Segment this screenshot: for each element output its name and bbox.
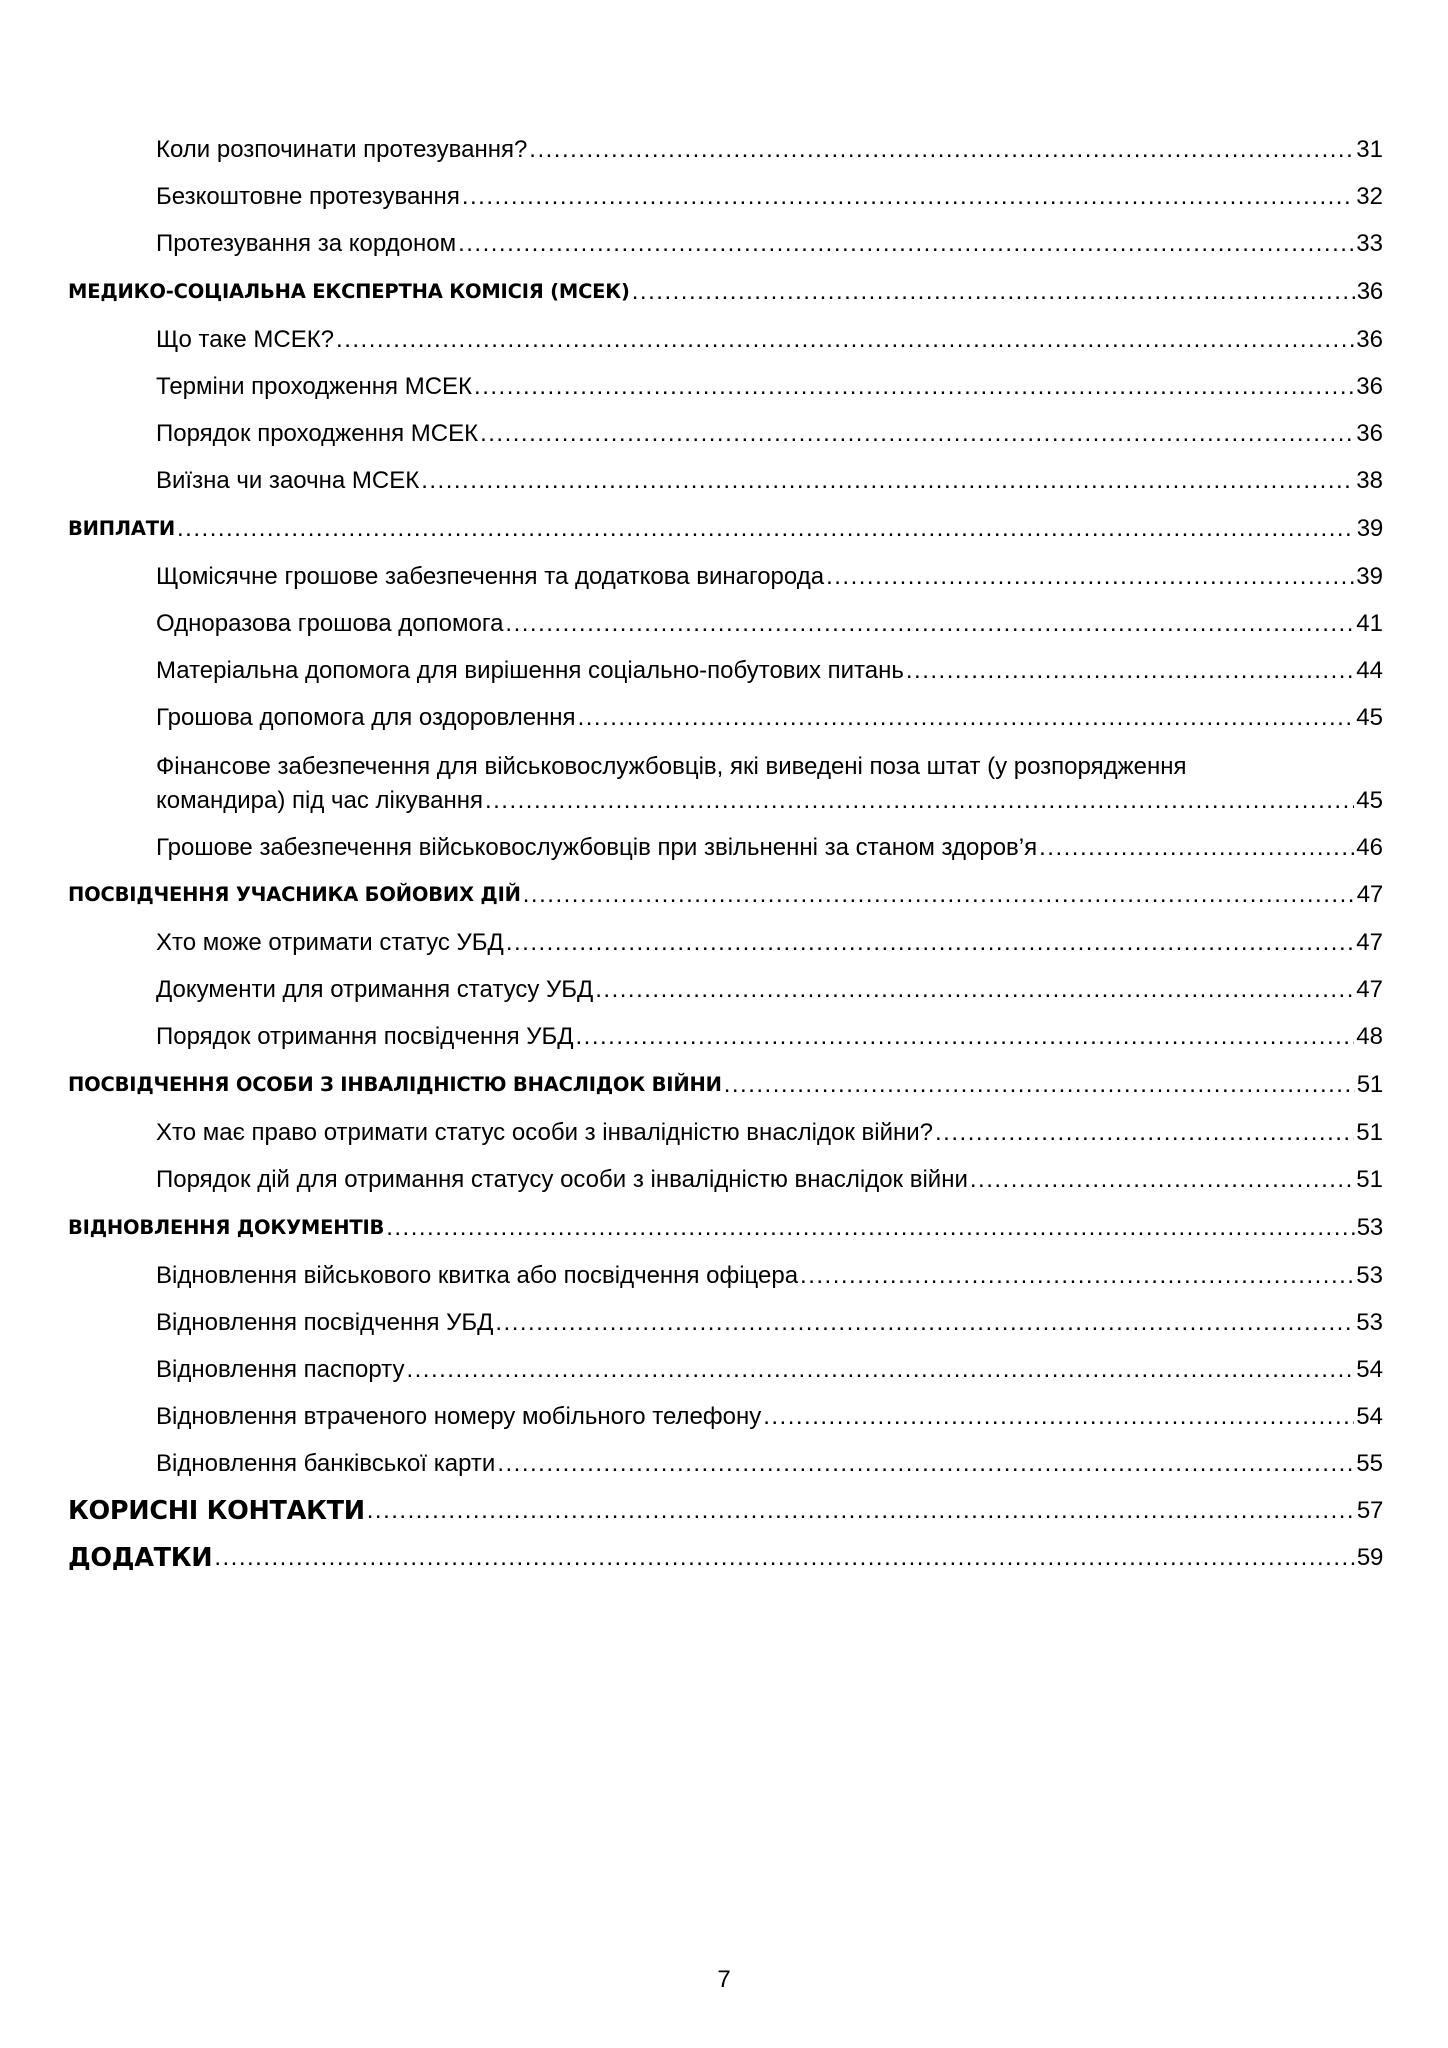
toc-entry-page: 54	[1356, 1356, 1383, 1383]
toc-leader-dots	[826, 561, 1354, 593]
toc-entry[interactable]	[68, 1260, 1383, 1292]
toc-entry[interactable]	[68, 371, 1383, 403]
toc-entry-title: Що таке МСЕК?	[156, 326, 335, 353]
toc-leader-dots	[497, 1448, 1354, 1480]
toc-leader-dots	[970, 1164, 1354, 1196]
toc-section-entry[interactable]	[68, 277, 1383, 307]
toc-entry-title: Порядок отримання посвідчення УБД	[156, 1023, 574, 1050]
toc-entry[interactable]	[68, 418, 1383, 450]
toc-entry-title: Грошова допомога для оздоровлення	[156, 704, 576, 731]
toc-entry-title: командира) під час лікування	[156, 787, 483, 814]
toc-entry-page: 51	[1356, 1166, 1383, 1193]
toc-entry-title: Документи для отримання статусу УБД	[156, 976, 594, 1003]
toc-leader-dots	[336, 324, 1354, 356]
toc-entry[interactable]	[68, 608, 1383, 640]
toc-leader-dots	[214, 1542, 1355, 1574]
toc-entry[interactable]	[68, 1117, 1383, 1149]
toc-entry-title: Виїзна чи заочна МСЕК	[156, 467, 420, 494]
toc-entry-page: 33	[1356, 230, 1383, 257]
toc-section-entry[interactable]	[68, 1213, 1383, 1243]
toc-entry[interactable]	[68, 1307, 1383, 1339]
toc-entry-page: 46	[1356, 834, 1383, 861]
toc-chapter-entry[interactable]	[68, 1495, 1383, 1527]
toc-entry-page: 47	[1356, 929, 1383, 956]
toc-leader-dots	[506, 927, 1354, 959]
toc-entry-page: 51	[1356, 1071, 1383, 1098]
toc-section-title: МЕДИКО-СОЦІАЛЬНА ЕКСПЕРТНА КОМІСІЯ (МСЕК)	[68, 280, 630, 303]
toc-entry[interactable]	[68, 324, 1383, 356]
toc-entry-title: Матеріальна допомога для вирішення соціально-побутових питань	[156, 657, 904, 684]
toc-entry-page: 31	[1356, 136, 1383, 163]
toc-entry[interactable]	[68, 561, 1383, 593]
toc-leader-dots	[480, 418, 1354, 450]
toc-entry-page: 55	[1356, 1450, 1383, 1477]
toc-leader-dots	[935, 1117, 1354, 1149]
toc-entry[interactable]	[68, 1401, 1383, 1433]
toc-entry[interactable]	[68, 134, 1383, 166]
toc-entry-title: Терміни проходження МСЕК	[156, 373, 473, 400]
toc-entry-page: 36	[1356, 373, 1383, 400]
toc-entry-page: 39	[1356, 515, 1383, 542]
toc-entry-title: Порядок проходження МСЕК	[156, 420, 479, 447]
toc-leader-dots	[474, 371, 1354, 403]
toc-entry-page: 44	[1356, 657, 1383, 684]
toc-entry-title: Коли розпочинати протезування?	[156, 136, 528, 163]
toc-entry-page: 45	[1356, 787, 1383, 814]
toc-entry-page: 41	[1356, 610, 1383, 637]
toc-entry-title: Щомісячне грошове забезпечення та додаткова винагорода	[156, 563, 825, 590]
toc-entry-page: 36	[1356, 278, 1383, 305]
toc-entry-page: 32	[1356, 183, 1383, 210]
toc-section-title: ПОСВІДЧЕННЯ ОСОБИ З ІНВАЛІДНІСТЮ ВНАСЛІДОК ВІЙНИ	[68, 1073, 722, 1096]
toc-entry-page: 47	[1356, 881, 1383, 908]
toc-entry-title: Безкоштовне протезування	[156, 183, 460, 210]
toc-entry-page: 51	[1356, 1119, 1383, 1146]
toc-leader-dots	[763, 1401, 1354, 1433]
toc-leader-dots	[495, 1307, 1354, 1339]
toc-entry[interactable]	[68, 832, 1383, 864]
toc-entry[interactable]	[68, 181, 1383, 213]
toc-entry-title: Відновлення банківської карти	[156, 1450, 496, 1477]
toc-leader-dots	[523, 880, 1355, 910]
toc-leader-dots	[505, 608, 1354, 640]
toc-entry-title: Відновлення військового квитка або посвідчення офіцера	[156, 1262, 799, 1289]
toc-chapter-title: КОРИСНІ КОНТАКТИ	[68, 1496, 365, 1526]
toc-leader-dots	[406, 1354, 1354, 1386]
toc-entry[interactable]	[68, 702, 1383, 734]
toc-entry-page: 47	[1356, 976, 1383, 1003]
toc-entry-title: Хто має право отримати статус особи з інвалідністю внаслідок війни?	[156, 1119, 934, 1146]
toc-entry[interactable]	[68, 465, 1383, 497]
toc-entry-first-line[interactable]: Фінансове забезпечення для військовослужбовців, які виведені поза штат (у розпорядження	[156, 753, 1187, 780]
toc-entry-page: 53	[1356, 1262, 1383, 1289]
toc-leader-dots	[724, 1070, 1355, 1100]
toc-entry-page: 39	[1356, 563, 1383, 590]
toc-leader-dots	[800, 1260, 1354, 1292]
toc-leader-dots	[578, 702, 1355, 734]
toc-entry-title: Протезування за кордоном	[156, 230, 457, 257]
toc-leader-dots	[575, 1021, 1354, 1053]
toc-entry-title: Порядок дій для отримання статусу особи з інвалідністю внаслідок війни	[156, 1166, 968, 1193]
toc-section-title: ВІДНОВЛЕННЯ ДОКУМЕНТІВ	[68, 1216, 385, 1239]
toc-entry-title: Грошове забезпечення військовослужбовців при звільненні за станом здоров’я	[156, 834, 1038, 861]
toc-entry-page: 45	[1356, 704, 1383, 731]
toc-entry[interactable]	[68, 1164, 1383, 1196]
toc-entry-page: 36	[1356, 326, 1383, 353]
toc-section-entry[interactable]	[68, 1070, 1383, 1100]
toc-leader-dots	[386, 1213, 1355, 1243]
toc-entry-page: 53	[1356, 1309, 1383, 1336]
toc-section-title: ПОСВІДЧЕННЯ УЧАСНИКА БОЙОВИХ ДІЙ	[68, 883, 521, 906]
toc-entry-page: 48	[1356, 1023, 1383, 1050]
toc-leader-dots	[462, 181, 1354, 213]
toc-entry-page: 54	[1356, 1403, 1383, 1430]
toc-chapter-title: ДОДАТКИ	[68, 1543, 213, 1573]
toc-section-entry[interactable]	[68, 514, 1383, 544]
toc-entry[interactable]	[68, 228, 1383, 260]
toc-leader-dots	[632, 277, 1355, 307]
toc-entry-page: 38	[1356, 467, 1383, 494]
toc-entry-title: Одноразова грошова допомога	[156, 610, 504, 637]
toc-leader-dots	[1039, 832, 1354, 864]
toc-section-entry[interactable]	[68, 880, 1383, 910]
toc-entry[interactable]	[68, 785, 1383, 817]
toc-leader-dots	[485, 785, 1354, 817]
toc-entry-page: 36	[1356, 420, 1383, 447]
toc-entry-title: Відновлення паспорту	[156, 1356, 405, 1383]
toc-leader-dots	[421, 465, 1354, 497]
toc-section-title: ВИПЛАТИ	[68, 517, 176, 540]
toc-leader-dots	[906, 655, 1354, 687]
toc-entry-page: 59	[1356, 1544, 1383, 1571]
toc-leader-dots	[177, 514, 1355, 544]
toc-entry-title: Хто може отримати статус УБД	[156, 929, 504, 956]
toc-entry-title: Відновлення втраченого номеру мобільного телефону	[156, 1403, 762, 1430]
toc-entry-page: 53	[1356, 1214, 1383, 1241]
toc-entry[interactable]	[68, 1448, 1383, 1480]
toc-leader-dots	[458, 228, 1354, 260]
page-number: 7	[717, 1966, 731, 1993]
toc-entry[interactable]	[68, 927, 1383, 959]
toc-leader-dots	[595, 974, 1354, 1006]
toc-entry[interactable]	[68, 655, 1383, 687]
toc-chapter-entry[interactable]	[68, 1542, 1383, 1574]
toc-entry[interactable]	[68, 974, 1383, 1006]
toc-entry-page: 57	[1356, 1497, 1383, 1524]
toc-entry-title: Відновлення посвідчення УБД	[156, 1309, 494, 1336]
toc-leader-dots	[529, 134, 1354, 166]
toc-entry[interactable]	[68, 1021, 1383, 1053]
toc-leader-dots	[367, 1495, 1355, 1527]
toc-entry[interactable]	[68, 1354, 1383, 1386]
